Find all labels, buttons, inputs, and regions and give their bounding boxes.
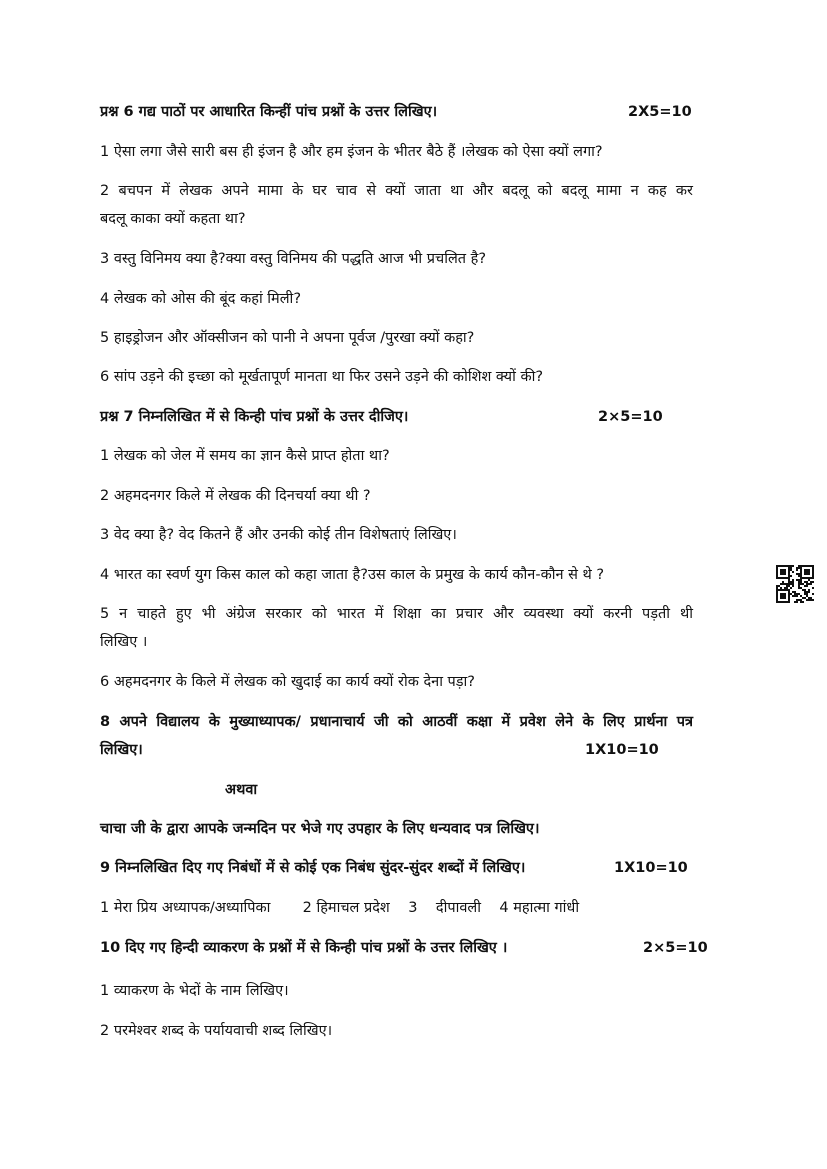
q7-item: 3 वेद क्या है? वेद कितने हैं और उनकी कोई तीन विशेषताएं लिखिए। bbox=[100, 527, 457, 543]
q7-item: 1 लेखक को जेल में समय का ज्ञान कैसे प्राप्त होता था? bbox=[100, 448, 390, 464]
q8-alt-question: चाचा जी के द्वारा आपके जन्मदिन पर भेजे गए उपहार के लिए धन्यवाद पत्र लिखिए। bbox=[100, 821, 540, 837]
q9-topics: 1 मेरा प्रिय अध्यापक/अध्यापिका 2 हिमाचल प्रदेश 3 दीपावली 4 महात्मा गांधी bbox=[100, 900, 580, 916]
q8-heading-cont: लिखिए। bbox=[100, 742, 143, 758]
q10-item: 2 परमेश्वर शब्द के पर्यायवाची शब्द लिखिए। bbox=[100, 1023, 333, 1039]
q6-heading: प्रश्न 6 गद्य पाठों पर आधारित किन्हीं पांच प्रश्नों के उत्तर लिखिए। bbox=[100, 104, 438, 120]
q7-heading: प्रश्न 7 निम्नलिखित में से किन्ही पांच प्रश्नों के उत्तर दीजिए। bbox=[100, 409, 409, 425]
q7-item: 6 अहमदनगर के किले में लेखक को खुदाई का कार्य क्यों रोक देना पड़ा? bbox=[100, 674, 476, 690]
q7-item: 2 अहमदनगर किले में लेखक की दिनचर्या क्या थी ? bbox=[100, 488, 371, 504]
q10-heading: 10 दिए गए हिन्दी व्याकरण के प्रश्नों में से किन्ही पांच प्रश्नों के उत्तर लिखिए । bbox=[100, 940, 508, 956]
q8-or: अथवा bbox=[225, 782, 258, 798]
q10-marks: 2×5=10 bbox=[643, 940, 708, 956]
q8-marks: 1X10=10 bbox=[585, 742, 659, 758]
q7-item-cont: लिखिए । bbox=[100, 634, 148, 650]
q7-marks: 2×5=10 bbox=[598, 409, 663, 425]
q6-item: 4 लेखक को ओस की बूंद कहां मिली? bbox=[100, 291, 302, 307]
q7-item: 4 भारत का स्वर्ण युग किस काल को कहा जाता है?उस काल के प्रमुख के कार्य कौन-कौन से थे ? bbox=[100, 567, 605, 583]
q6-item: 3 वस्तु विनिमय क्या है?क्या वस्तु विनिमय की पद्धति आज भी प्रचलित है? bbox=[100, 251, 487, 267]
q6-item: 6 सांप उड़ने की इच्छा को मूर्खतापूर्ण मानता था फिर उसने उड़ने की कोशिश क्यों की? bbox=[100, 369, 544, 385]
q9-heading: 9 निम्नलिखित दिए गए निबंधों में से कोई एक निबंध सुंदर-सुंदर शब्दों में लिखिए। bbox=[100, 860, 526, 876]
q6-item: 1 ऐसा लगा जैसे सारी बस ही इंजन है और हम इंजन के भीतर बैठे हैं ।लेखक को ऐसा क्यों लगा? bbox=[100, 144, 603, 160]
q6-item: 2 बचपन में लेखक अपने मामा के घर चाव से क्यों जाता था और बदलू को बदलू मामा न कह कर bbox=[100, 183, 693, 199]
q6-item-cont: बदलू काका क्यों कहता था? bbox=[100, 211, 246, 227]
q6-item: 5 हाइड्रोजन और ऑक्सीजन को पानी ने अपना पूर्वज /पुरखा क्यों कहा? bbox=[100, 330, 475, 346]
qr-code-icon bbox=[776, 565, 814, 603]
q10-item: 1 व्याकरण के भेदों के नाम लिखिए। bbox=[100, 983, 289, 999]
q6-marks: 2X5=10 bbox=[628, 104, 692, 120]
q9-marks: 1X10=10 bbox=[614, 860, 688, 876]
q7-item: 5 न चाहते हुए भी अंग्रेज सरकार को भारत में शिक्षा का प्रचार और व्यवस्था क्यों करनी पड़ती थी bbox=[100, 606, 693, 622]
q8-heading: 8 अपने विद्यालय के मुख्याध्यापक/ प्रधानाचार्य जी को आठवीं कक्षा में प्रवेश लेने के लिए प्रार्थना पत्र bbox=[100, 714, 693, 730]
